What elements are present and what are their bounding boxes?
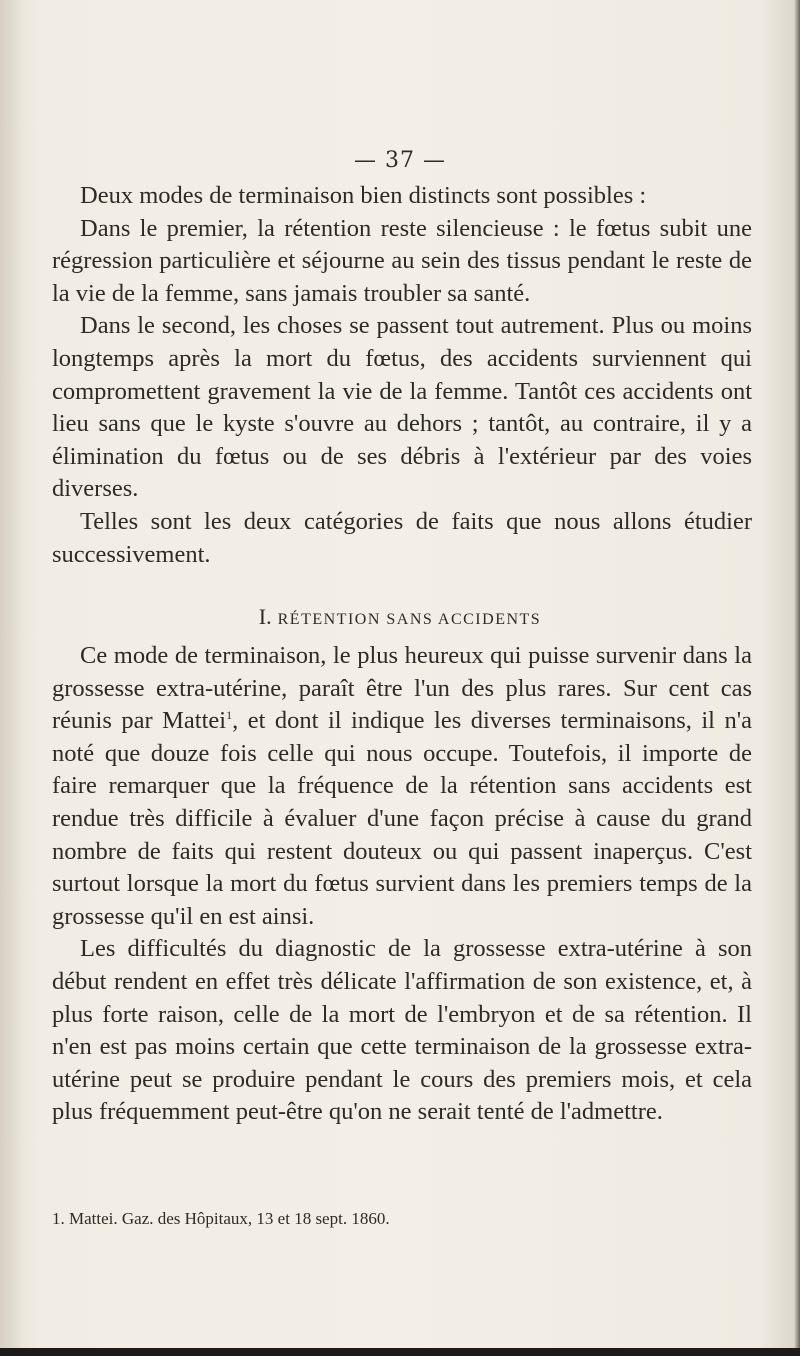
section-number: I.	[258, 604, 272, 629]
paragraph-mattei	[52, 640, 752, 933]
paragraph-diagnostic: Les difficultés du diagnostic de la grossesse extra-utérine à son début rendent en effet très délicate l'affirmation de son existence, et, à plus forte raison, celle de la mort de l'embryon et de sa rétention. Il n'en est pas moins certain que cette terminaison de la grossesse extra-utérine peut se produire pendant le cours des premiers mois, et cela plus fréquemment peut-être qu'on ne serait tenté de l'admettre.	[52, 935, 752, 1126]
paragraph: Dans le premier, la rétention reste silencieuse : le fœtus subit une régression particulière et séjourne au sein des tissus pendant le reste de la vie de la femme, sans jamais troubler sa santé.	[52, 214, 752, 307]
section-title: RÉTENTION SANS ACCIDENTS	[277, 611, 542, 628]
page-number: — 37 —	[354, 148, 446, 173]
page-edge	[794, 0, 800, 1356]
paragraph: Dans le second, les choses se passent tout autrement. Plus ou moins longtemps après la mort du fœtus, des accidents surviennent qui compromettent gravement la vie de la femme. Tantôt ces accidents ont lieu sans que le kyste s'ouvre au dehors ; tantôt, au contraire, il y a élimination du fœtus ou de ses débris à l'extérieur par des voies diverses.	[52, 312, 752, 503]
scan-bottom-edge	[0, 1348, 800, 1356]
text-block-section	[52, 640, 752, 1129]
page-gutter-shadow	[0, 0, 22, 1356]
text-block-intro	[52, 180, 752, 571]
paragraph: Deux modes de terminaison bien distincts sont possibles :	[80, 182, 647, 209]
section-heading	[0, 604, 800, 630]
footnote-reference: 1	[226, 708, 233, 723]
paragraph: Telles sont les deux catégories de faits que nous allons étudier successivement.	[52, 507, 752, 568]
paragraph-text: Ce mode de terminaison, le plus heureux qui puisse survenir dans la grossesse extra-utérine, paraît être l'un des plus rares. Sur cent cas réunis par Mattei	[52, 642, 752, 735]
footnote: 1. Mattei. Gaz. des Hôpitaux, 13 et 18 sept. 1860.	[52, 1209, 390, 1228]
paragraph-text: , et dont il indique les diverses terminaisons, il n'a noté que douze fois celle qui nous occupe. Toutefois, il importe de faire remarquer que la fréquence de la rétention sans accidents est rendue très difficile à évaluer d'une façon précise à cause du grand nombre de faits qui restent douteux ou qui passent inaperçus. C'est surtout lorsque la mort du fœtus survient dans les premiers temps de la grossesse qu'il en est ainsi.	[52, 707, 752, 930]
